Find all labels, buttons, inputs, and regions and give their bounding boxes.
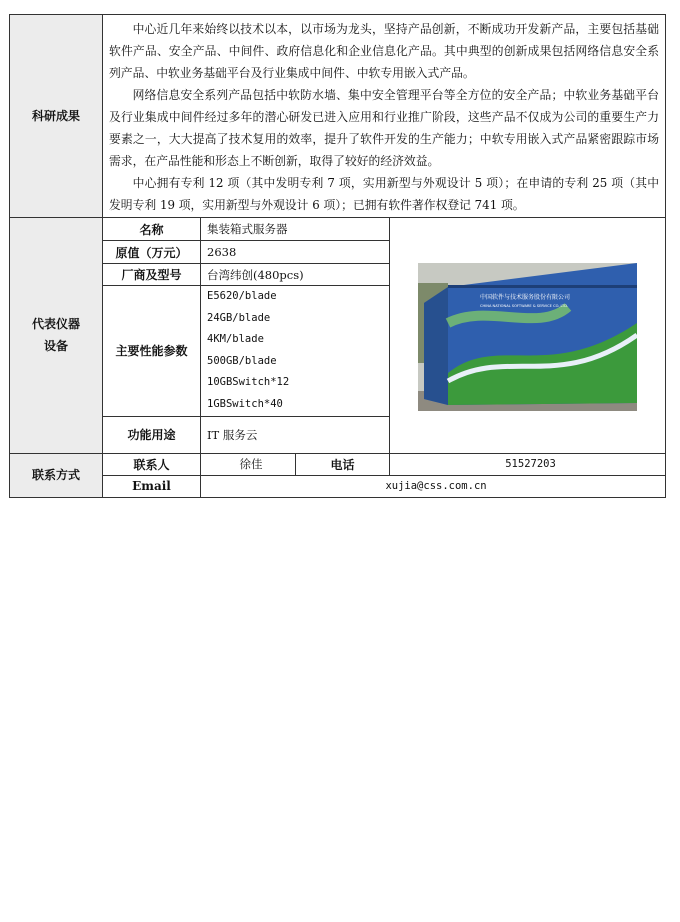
research-paragraph-3: 中心拥有专利 12 项（其中发明专利 7 项，实用新型与外观设计 5 项）；在申请的专利 25 项（其中发明专利 19 项，实用新型与外观设计 6 项）；已拥有软件著作权登记 741 项。 xyxy=(109,176,660,212)
use-label: 功能用途 xyxy=(103,416,201,453)
container-sign-cn: 中国软件与技术服务股份有限公司 xyxy=(480,293,571,301)
research-label: 科研成果 xyxy=(10,15,103,218)
phone-value: 51527203 xyxy=(390,453,666,475)
equipment-photo-cell xyxy=(390,218,666,454)
equipment-label-line2: 设备 xyxy=(43,339,68,354)
email-label: Email xyxy=(103,475,201,497)
info-table xyxy=(9,14,666,498)
spec-item-1: E5620/blade xyxy=(207,290,277,302)
spec-item-4: 500GB/blade xyxy=(207,354,277,367)
name-value: 集装箱式服务器 xyxy=(201,218,390,241)
equipment-label xyxy=(10,218,103,454)
phone-label: 电话 xyxy=(296,453,390,475)
spec-item-3: 4KM/blade xyxy=(207,333,264,346)
spec-item-5: 10GBSwitch*12 xyxy=(207,376,290,389)
person-value: 徐佳 xyxy=(201,453,296,475)
equipment-label-line1: 代表仪器 xyxy=(31,317,80,332)
container-top-edge xyxy=(448,285,637,288)
use-value: IT 服务云 xyxy=(201,416,390,453)
value-label: 原值（万元） xyxy=(103,241,201,264)
container-server-photo xyxy=(418,263,637,411)
maker-value: 台湾纬创(480pcs) xyxy=(201,264,390,286)
spec-list xyxy=(201,286,390,417)
maker-label: 厂商及型号 xyxy=(103,264,201,286)
contact-label: 联系方式 xyxy=(10,453,103,497)
spec-item-6: 1GBSwitch*40 xyxy=(207,397,283,410)
research-paragraph-2: 网络信息安全系列产品包括中软防水墙、集中安全管理平台等全方位的安全产品；中软业务基础平台及行业集成中间件经过多年的潜心研发已进入应用和行业推广阶段，这些产品不仅成为公司的重要生产力要素之一，大大提高了技术复用的效率，提升了软件开发的生产能力；中软专用嵌入式产品紧密跟踪市场需求，在产品性能和形态上不断创新，取得了较好的经济效益。 xyxy=(109,88,660,168)
person-label: 联系人 xyxy=(103,453,201,475)
email-value: xujia@css.com.cn xyxy=(201,475,666,497)
research-content xyxy=(103,15,666,218)
spec-item-2: 24GB/blade xyxy=(207,311,271,324)
container-side xyxy=(424,287,448,405)
name-label: 名称 xyxy=(103,218,201,241)
spec-label: 主要性能参数 xyxy=(103,286,201,417)
research-paragraph-1: 中心近几年来始终以技术以本，以市场为龙头，坚持产品创新，不断成功开发新产品，主要包括基础软件产品、安全产品、中间件、政府信息化和企业信息化产品。其中典型的创新成果包括网络信息安全系列产品、中软业务基础平台及行业集成中间件、中软专用嵌入式产品。 xyxy=(109,22,660,80)
container-sign-en: CHINA NATIONAL SOFTWARE & SERVICE CO.,LTD. xyxy=(480,303,569,308)
value-value: 2638 xyxy=(201,241,390,264)
